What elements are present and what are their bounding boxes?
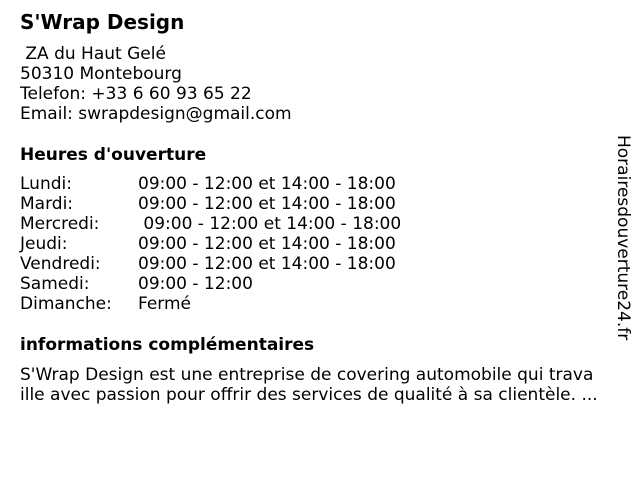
time-value: 09:00 - 12:00 et 14:00 - 18:00 bbox=[138, 174, 396, 194]
opening-hours-heading: Heures d'ouverture bbox=[20, 145, 207, 165]
time-value: Fermé bbox=[138, 294, 192, 314]
hours-row-tuesday bbox=[20, 194, 401, 214]
hours-row-thursday bbox=[20, 234, 401, 254]
day-label: Samedi: bbox=[20, 274, 90, 294]
additional-info-heading: informations complémentaires bbox=[20, 335, 315, 355]
time-value: 09:00 - 12:00 bbox=[138, 274, 253, 294]
phone-number: Telefon: +33 6 60 93 65 22 bbox=[20, 84, 252, 104]
hours-row-sunday bbox=[20, 294, 401, 314]
day-label: Lundi: bbox=[20, 174, 72, 194]
business-description bbox=[20, 365, 616, 405]
time-value: 09:00 - 12:00 et 14:00 - 18:00 bbox=[138, 214, 402, 234]
day-label: Mardi: bbox=[20, 194, 74, 214]
opening-hours-table bbox=[20, 174, 401, 314]
address-street: ZA du Haut Gelé bbox=[20, 44, 166, 64]
time-value: 09:00 - 12:00 et 14:00 - 18:00 bbox=[138, 234, 396, 254]
site-watermark: Horairesdouverture24.fr bbox=[613, 135, 633, 341]
day-label: Vendredi: bbox=[20, 254, 101, 274]
time-value: 09:00 - 12:00 et 14:00 - 18:00 bbox=[138, 194, 396, 214]
business-name: S'Wrap Design bbox=[20, 10, 185, 34]
email-address: Email: swrapdesign@gmail.com bbox=[20, 104, 292, 124]
hours-row-monday bbox=[20, 174, 401, 194]
day-label: Dimanche: bbox=[20, 294, 112, 314]
day-label: Jeudi: bbox=[20, 234, 68, 254]
contact-block bbox=[20, 44, 292, 124]
description-line: S'Wrap Design est une entreprise de covering automobile qui trava bbox=[20, 365, 594, 385]
time-value: 09:00 - 12:00 et 14:00 - 18:00 bbox=[138, 254, 396, 274]
address-city: 50310 Montebourg bbox=[20, 64, 182, 84]
hours-row-friday bbox=[20, 254, 401, 274]
hours-row-wednesday bbox=[20, 214, 401, 234]
day-label: Mercredi: bbox=[20, 214, 100, 234]
description-line: ille avec passion pour offrir des services de qualité à sa clientèle. ... bbox=[20, 385, 598, 405]
hours-row-saturday bbox=[20, 274, 401, 294]
